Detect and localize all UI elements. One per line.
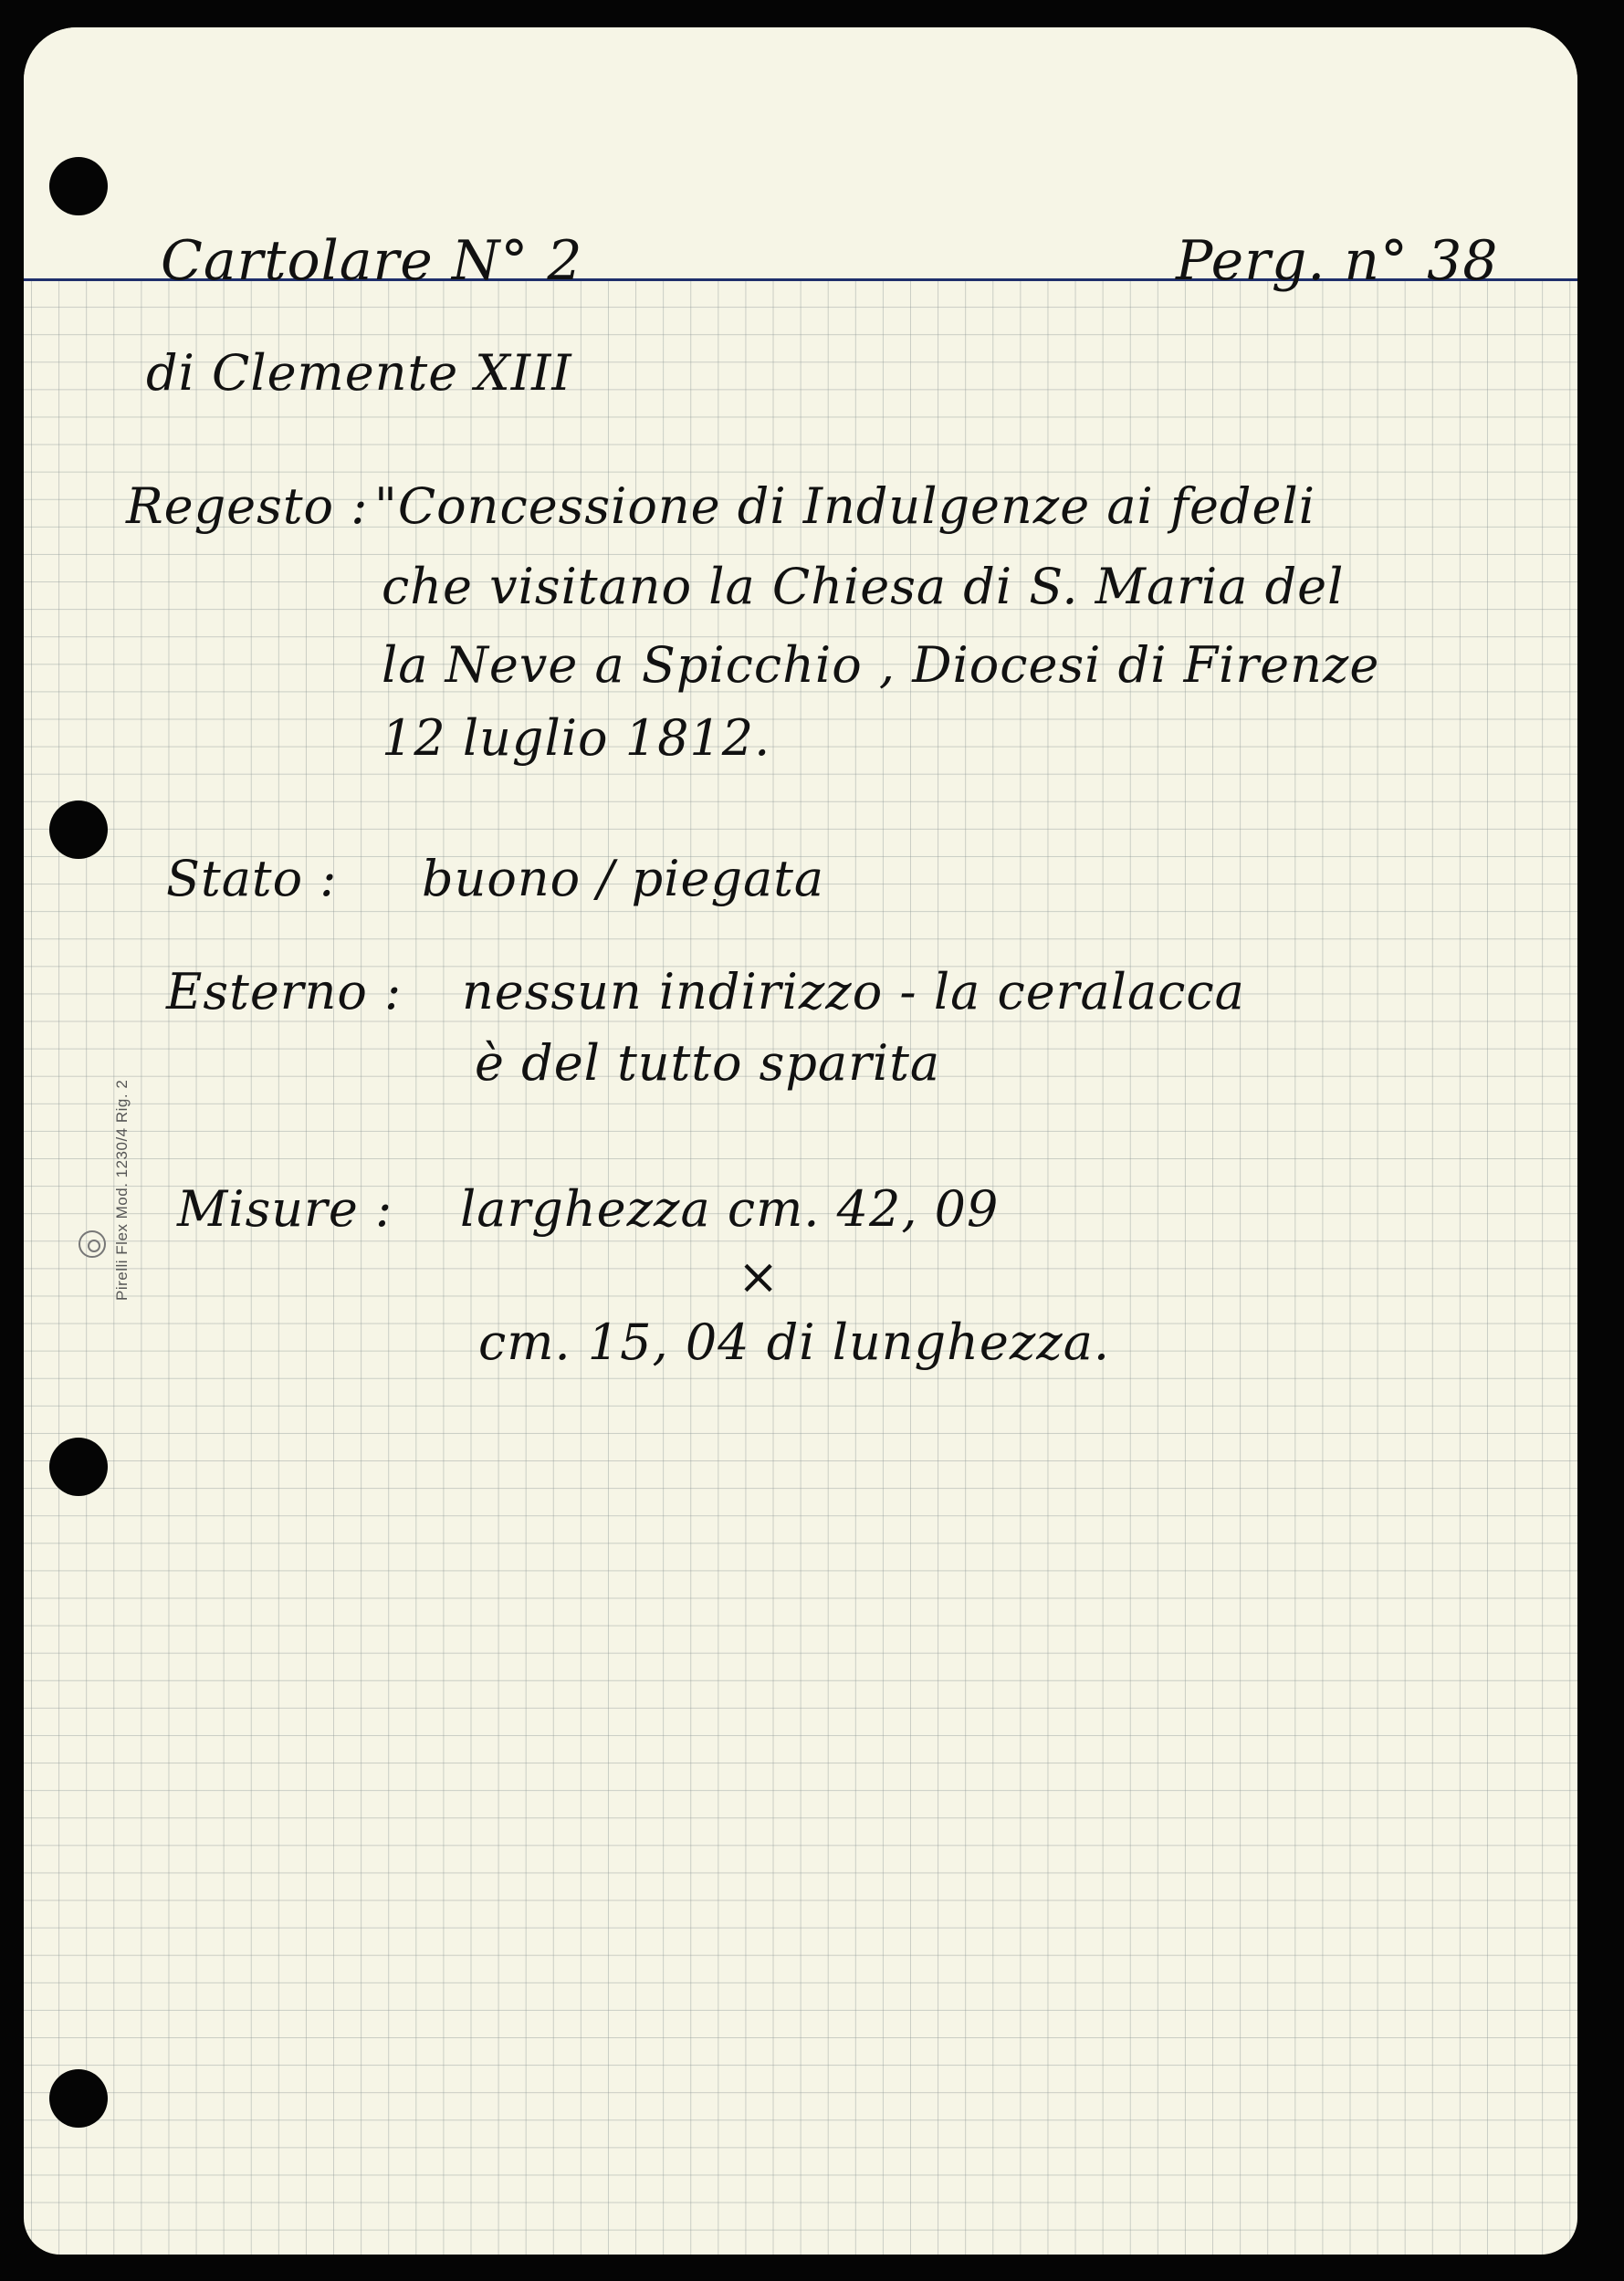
misure-line-2: cm. 15, 04 di lunghezza. — [478, 1313, 1111, 1371]
margin-print: Pirelli Flex Mod. 1230/4 Rig. 2 — [113, 1079, 131, 1301]
esterno-label: Esterno : — [166, 963, 403, 1020]
header-pergamena: Perg. n° 38 — [1176, 229, 1499, 293]
regesto-line-3: la Neve a Spicchio , Diocesi di Firenze — [382, 636, 1380, 694]
header-cartolare: Cartolare N° 2 — [161, 229, 583, 293]
binder-hole — [49, 2069, 108, 2128]
esterno-line-1: nessun indirizzo - la ceralacca — [462, 963, 1245, 1020]
author-line: di Clemente XIII — [146, 344, 572, 402]
regesto-line-2: che visitano la Chiesa di S. Maria del — [382, 558, 1345, 615]
manufacturer-logo-icon — [79, 1230, 106, 1258]
misure-times: × — [738, 1248, 781, 1305]
stato-label: Stato : — [166, 850, 338, 907]
esterno-line-2: è del tutto sparita — [475, 1034, 941, 1092]
regesto-line-4: 12 luglio 1812. — [382, 709, 771, 767]
misure-label: Misure : — [177, 1180, 393, 1238]
regesto-line-1: "Concessione di Indulgenze ai fedeli — [374, 477, 1315, 535]
binder-hole — [49, 800, 108, 859]
notebook-sheet — [24, 27, 1577, 2255]
stato-value: buono / piegata — [422, 850, 825, 907]
binder-hole — [49, 157, 108, 215]
regesto-label: Regesto : — [126, 477, 369, 535]
binder-hole — [49, 1438, 108, 1496]
misure-line-1: larghezza cm. 42, 09 — [460, 1180, 1000, 1238]
